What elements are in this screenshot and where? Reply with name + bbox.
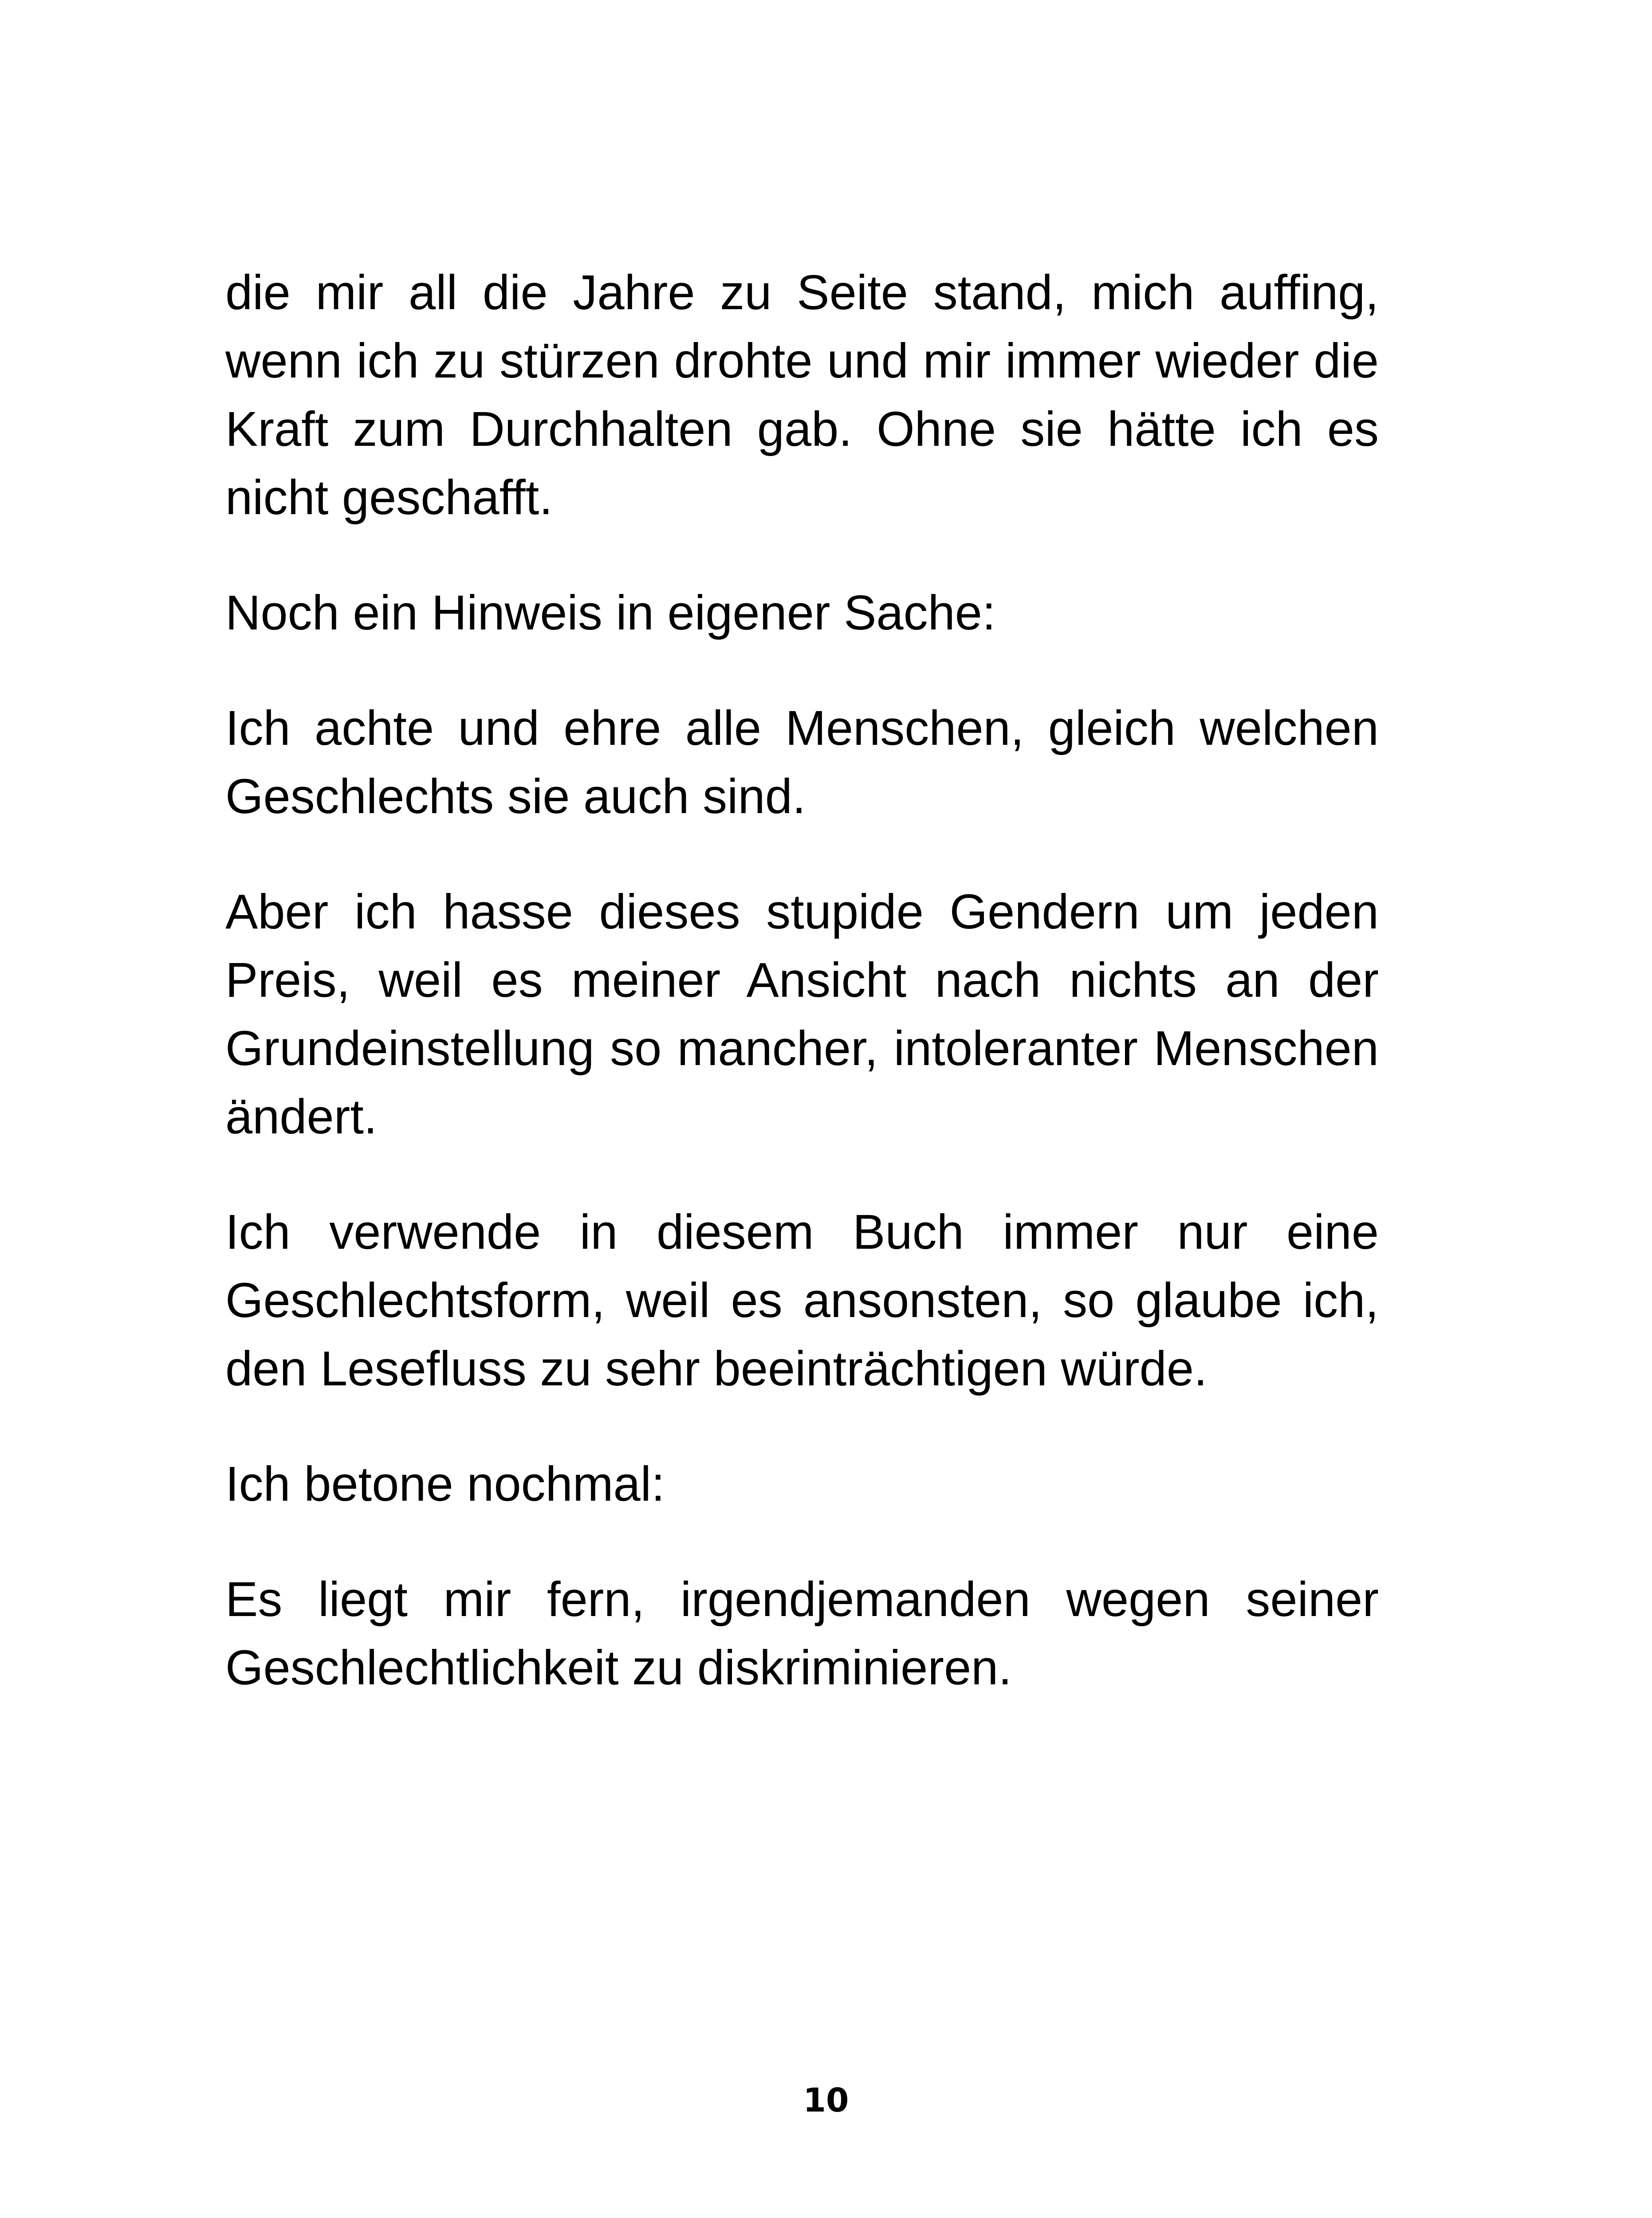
paragraph: die mir all die Jahre zu Seite stand, mich auffing, wenn ich zu stürzen drohte und mir immer wieder die Kraft zum Durchhalten gab. Ohne sie hätte ich es nicht geschafft.	[225, 265, 1379, 525]
paragraph: Ich betone nochmal:	[225, 1457, 665, 1511]
paragraph: Aber ich hasse dieses stupide Gendern um jeden Preis, weil es meiner Ansicht nach nichts an der Grundeinstellung so mancher, intoleranter Menschen ändert.	[225, 885, 1379, 1144]
paragraph: Noch ein Hinweis in eigener Sache:	[225, 586, 996, 640]
paragraph: Ich achte und ehre alle Menschen, gleich welchen Geschlechts sie auch sind.	[225, 701, 1379, 824]
paragraph: Es liegt mir fern, irgendjemanden wegen seiner Geschlechtlichkeit zu diskriminieren.	[225, 1572, 1379, 1695]
page-number: 10	[803, 2081, 849, 2120]
body-text	[225, 259, 1379, 1702]
paragraph: Ich verwende in diesem Buch immer nur eine Geschlechtsform, weil es ansonsten, so glaube ich, den Lesefluss zu sehr beeinträchtigen würde.	[225, 1205, 1379, 1396]
